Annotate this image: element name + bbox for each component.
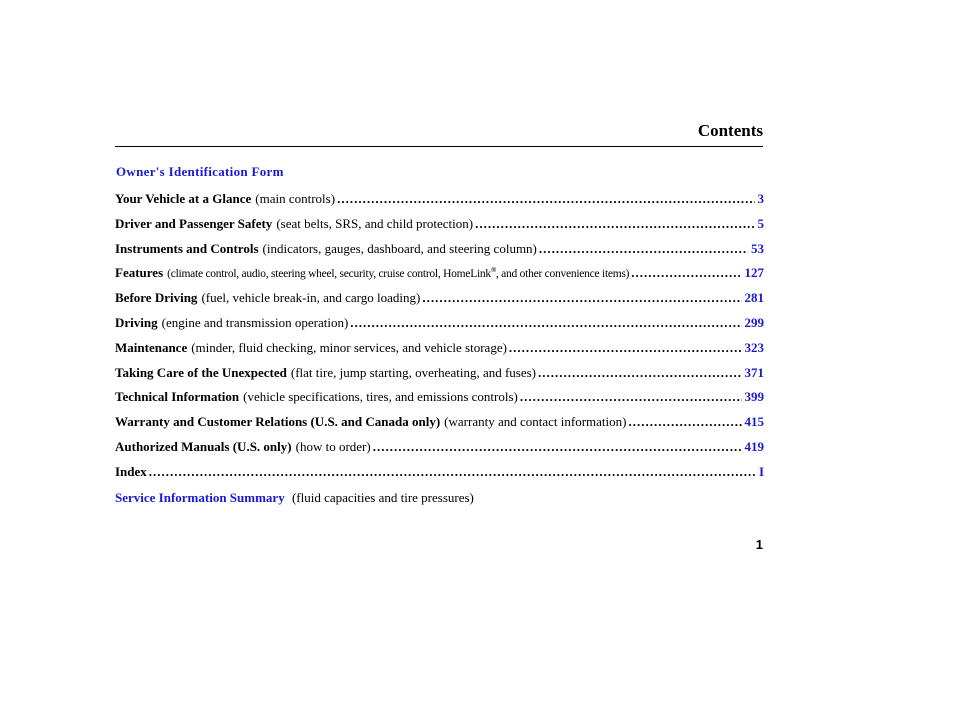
toc-entry-page-link[interactable]: 323 [744,339,764,355]
toc-entry-description-part: , and other convenience items) [495,268,630,281]
toc-entry-page-link[interactable]: I [758,463,764,479]
dot-leader [628,413,741,431]
toc-entry-description [167,265,629,283]
toc-entry-description: (seat belts, SRS, and child protection) [276,215,474,231]
toc-entry-taking-care-of-the-unexpected[interactable] [115,364,764,389]
toc-entry-description: (flat tire, jump starting, overheating, and fuses) [290,364,537,380]
toc-entry-page-link[interactable]: 5 [757,215,764,231]
toc-entry-description: (minder, fluid checking, minor services, and vehicle storage) [191,339,507,355]
dot-leader [538,364,741,382]
toc-entry-page-link[interactable]: 419 [744,438,764,454]
page-number: 1 [755,537,763,552]
dot-leader [475,215,754,233]
dot-leader [149,463,756,481]
toc-entry-page-link[interactable]: 53 [751,240,764,256]
dot-leader [509,339,742,357]
toc-entry-instruments-and-controls[interactable] [115,240,764,265]
dot-leader [539,240,748,258]
toc-entry-page-link[interactable]: 127 [744,265,764,281]
toc-entry-page-link[interactable]: 399 [744,389,764,405]
toc-entry-page-link[interactable]: 371 [744,364,764,380]
toc-entry-description: (indicators, gauges, dashboard, and steering column) [262,240,537,256]
toc-entry-title: Technical Information [115,389,240,405]
toc-entry-warranty-and-customer-relations[interactable] [115,413,764,438]
registered-trademark-mark: ® [490,266,496,275]
toc-entry-page-link[interactable]: 415 [744,414,764,430]
toc-entry-description-part: (climate control, audio, steering wheel, security, cruise control, HomeLink [167,268,491,281]
service-information-summary-link[interactable]: Service Information Summary [115,490,285,505]
toc-entry-title: Driver and Passenger Safety [115,215,273,231]
dot-leader [520,388,742,406]
toc-entry-title: Instruments and Controls [115,240,259,256]
toc-entry-features[interactable] [115,264,764,289]
toc-entry-before-driving[interactable] [115,289,764,314]
toc-entry-authorized-manuals[interactable] [115,438,764,463]
title-divider [115,146,763,147]
toc-entry-driver-and-passenger-safety[interactable] [115,215,764,240]
dot-leader [337,190,754,208]
toc-entry-title: Taking Care of the Unexpected [115,364,287,380]
dot-leader [373,438,742,456]
page-title: Contents [697,121,763,140]
dot-leader [422,289,741,307]
toc-entry-page-link[interactable]: 281 [744,290,764,306]
toc-entry-title: Warranty and Customer Relations (U.S. and Canada only) [115,414,441,430]
toc-entry-title: Authorized Manuals (U.S. only) [115,438,292,454]
toc-entry-description: (warranty and contact information) [444,414,627,430]
toc-entry-description: (engine and transmission operation) [161,314,349,330]
toc-entry-page-link[interactable]: 3 [757,191,764,206]
toc-entry-title: Maintenance [115,339,188,355]
toc-entry-driving[interactable] [115,314,764,339]
toc-entry-description: (how to order) [295,438,371,454]
table-of-contents [115,190,764,488]
toc-entry-description: (fuel, vehicle break-in, and cargo loading) [201,290,421,306]
toc-entry-title: Before Driving [115,290,198,306]
toc-entry-description: (main controls) [255,191,336,206]
toc-entry-description: (vehicle specifications, tires, and emissions controls) [243,389,518,405]
dot-leader [350,314,741,332]
toc-entry-index[interactable] [115,463,764,488]
service-information-summary-description: (fluid capacities and tire pressures) [291,490,474,505]
toc-entry-technical-information[interactable] [115,388,764,413]
owners-identification-form-link[interactable]: Owner's Identification Form [116,164,284,179]
dot-leader [631,264,741,282]
toc-entry-title: Driving [115,314,158,330]
toc-entry-title: Index [115,463,147,479]
service-information-summary-row [115,489,474,507]
toc-entry-your-vehicle-at-a-glance[interactable] [115,190,764,215]
toc-entry-title: Features [115,265,164,281]
toc-entry-title: Your Vehicle at a Glance [115,191,252,206]
toc-entry-page-link[interactable]: 299 [744,314,764,330]
toc-entry-maintenance[interactable] [115,339,764,364]
